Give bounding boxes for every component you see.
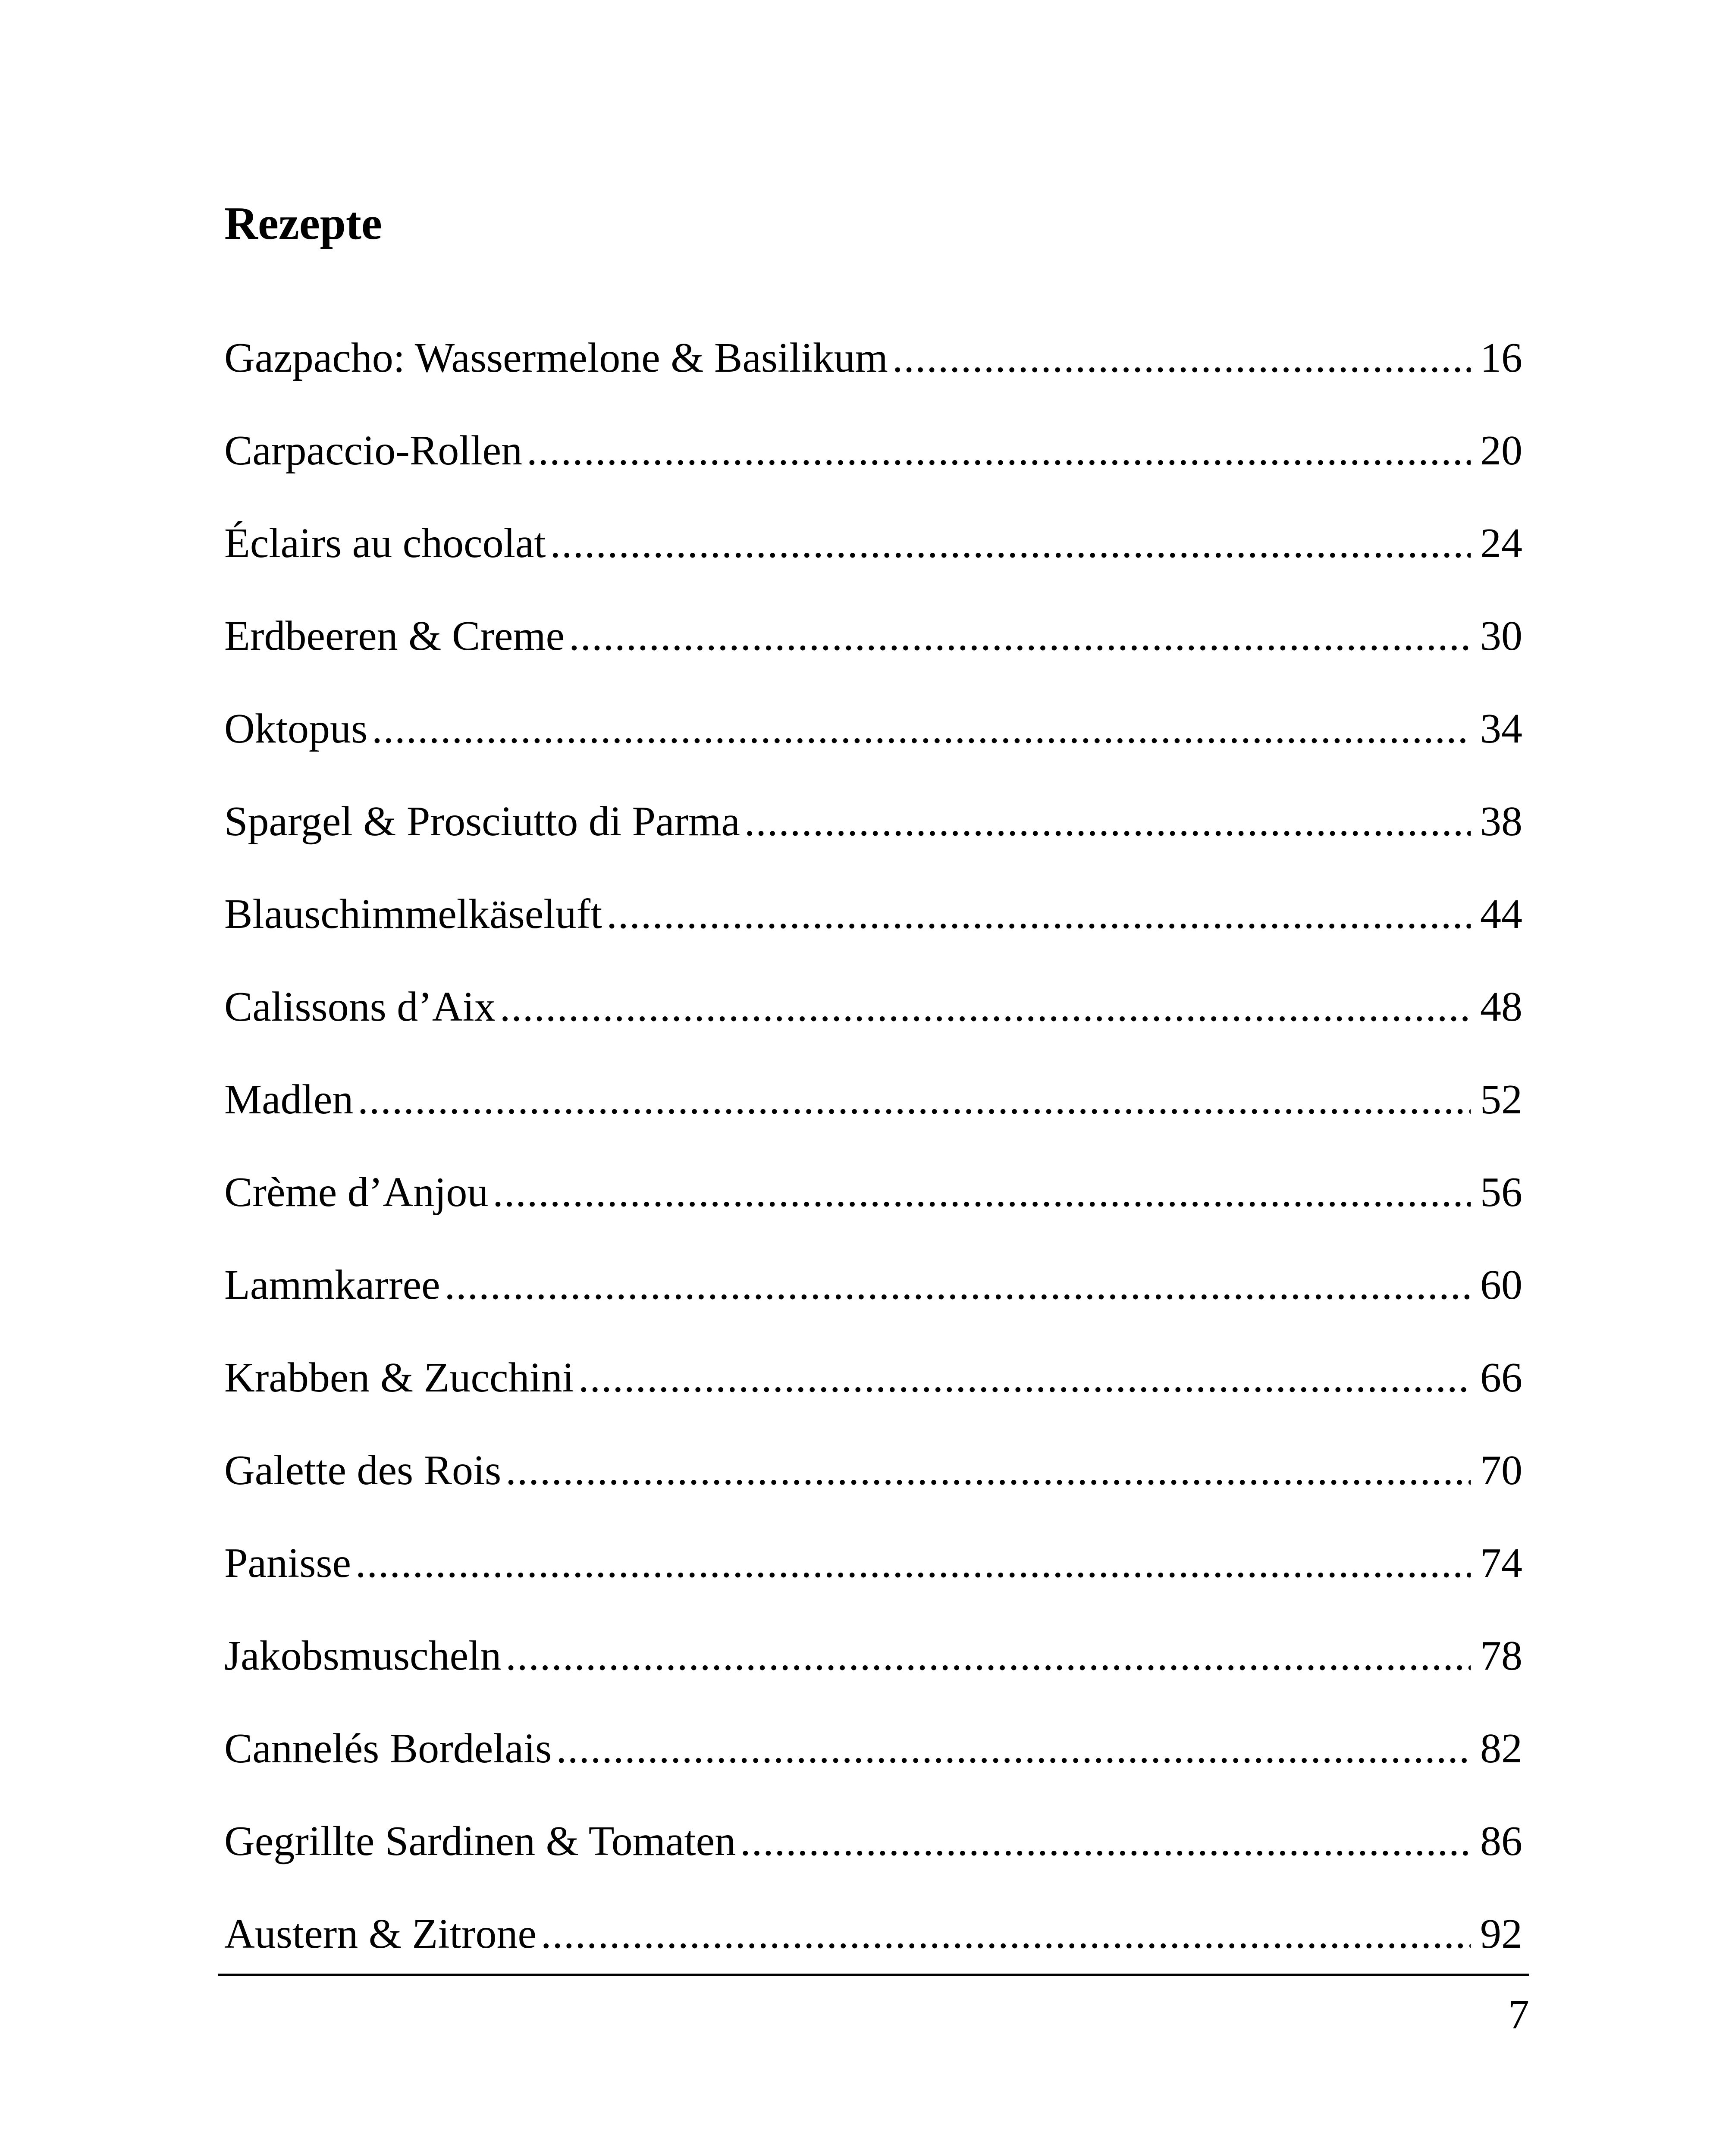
toc-entry-title: Oktopus: [224, 705, 368, 752]
toc-dot-leader: [744, 796, 1471, 847]
toc-dot-leader: [527, 425, 1471, 476]
page-number: 7: [1508, 1991, 1529, 2038]
toc-entry-page: 52: [1480, 1076, 1522, 1123]
toc-entry: [224, 1908, 1522, 2001]
toc-entry-page: 82: [1480, 1725, 1522, 1772]
toc-entry: [224, 1259, 1522, 1352]
toc-entry: [224, 610, 1522, 703]
toc-entry-title: Galette des Rois: [224, 1447, 502, 1494]
toc-entry-title: Éclairs au chocolat: [224, 520, 546, 567]
toc-entry-page: 20: [1480, 427, 1522, 474]
toc-entry-title: Lammkarree: [224, 1262, 440, 1308]
page-title: Rezepte: [224, 198, 382, 249]
toc-dot-leader: [541, 1908, 1471, 1960]
toc-entry-title: Cannelés Bordelais: [224, 1725, 552, 1772]
toc-entry: [224, 1352, 1522, 1445]
toc-entry-title: Panisse: [224, 1540, 351, 1586]
toc-dot-leader: [556, 1723, 1471, 1774]
toc-entry-title: Erdbeeren & Creme: [224, 613, 565, 659]
toc-dot-leader: [355, 1537, 1471, 1589]
toc-entry-title: Carpaccio-Rollen: [224, 427, 523, 474]
toc-dot-leader: [569, 610, 1471, 662]
toc-entry-title: Austern & Zitrone: [224, 1911, 537, 1957]
toc-entry-title: Spargel & Prosciutto di Parma: [224, 798, 740, 845]
table-of-contents: [224, 332, 1522, 2001]
toc-dot-leader: [740, 1815, 1471, 1867]
toc-entry-page: 16: [1480, 335, 1522, 381]
toc-dot-leader: [372, 703, 1471, 755]
toc-entry: [224, 1815, 1522, 1908]
toc-dot-leader: [578, 1352, 1471, 1404]
toc-entry-page: 70: [1480, 1447, 1522, 1494]
toc-entry-title: Calissons d’Aix: [224, 984, 496, 1030]
toc-dot-leader: [550, 517, 1471, 569]
toc-entry: [224, 888, 1522, 981]
toc-dot-leader: [493, 1166, 1471, 1218]
toc-entry-page: 56: [1480, 1169, 1522, 1216]
footer-divider: [218, 1974, 1529, 1976]
toc-entry-page: 86: [1480, 1818, 1522, 1865]
toc-entry: [224, 1445, 1522, 1537]
toc-entry-page: 38: [1480, 798, 1522, 845]
toc-entry-title: Gegrillte Sardinen & Tomaten: [224, 1818, 736, 1865]
toc-entry-page: 60: [1480, 1262, 1522, 1308]
toc-entry: [224, 1537, 1522, 1630]
toc-entry: [224, 332, 1522, 425]
toc-entry-page: 74: [1480, 1540, 1522, 1586]
toc-entry-title: Crème d’Anjou: [224, 1169, 489, 1216]
toc-entry-title: Madlen: [224, 1076, 354, 1123]
toc-dot-leader: [445, 1259, 1471, 1311]
toc-entry-page: 34: [1480, 705, 1522, 752]
toc-entry-page: 30: [1480, 613, 1522, 659]
toc-dot-leader: [606, 888, 1471, 940]
toc-entry-title: Gazpacho: Wassermelone & Basilikum: [224, 335, 888, 381]
toc-entry: [224, 517, 1522, 610]
toc-entry-title: Blauschimmelkäseluft: [224, 891, 602, 937]
toc-entry-page: 78: [1480, 1633, 1522, 1679]
toc-dot-leader: [500, 981, 1471, 1033]
toc-entry-title: Krabben & Zucchini: [224, 1354, 574, 1401]
toc-entry: [224, 703, 1522, 796]
toc-entry: [224, 1074, 1522, 1166]
toc-entry-page: 44: [1480, 891, 1522, 937]
toc-entry-page: 48: [1480, 984, 1522, 1030]
toc-entry: [224, 425, 1522, 517]
toc-entry: [224, 1166, 1522, 1259]
toc-entry: [224, 796, 1522, 888]
toc-entry: [224, 1723, 1522, 1815]
toc-dot-leader: [505, 1445, 1471, 1496]
toc-dot-leader: [505, 1630, 1471, 1682]
toc-entry-title: Jakobsmuscheln: [224, 1633, 502, 1679]
toc-entry: [224, 981, 1522, 1074]
toc-entry-page: 66: [1480, 1354, 1522, 1401]
toc-entry-page: 92: [1480, 1911, 1522, 1957]
toc-dot-leader: [358, 1074, 1471, 1125]
toc-entry: [224, 1630, 1522, 1723]
toc-dot-leader: [892, 332, 1471, 384]
toc-entry-page: 24: [1480, 520, 1522, 567]
